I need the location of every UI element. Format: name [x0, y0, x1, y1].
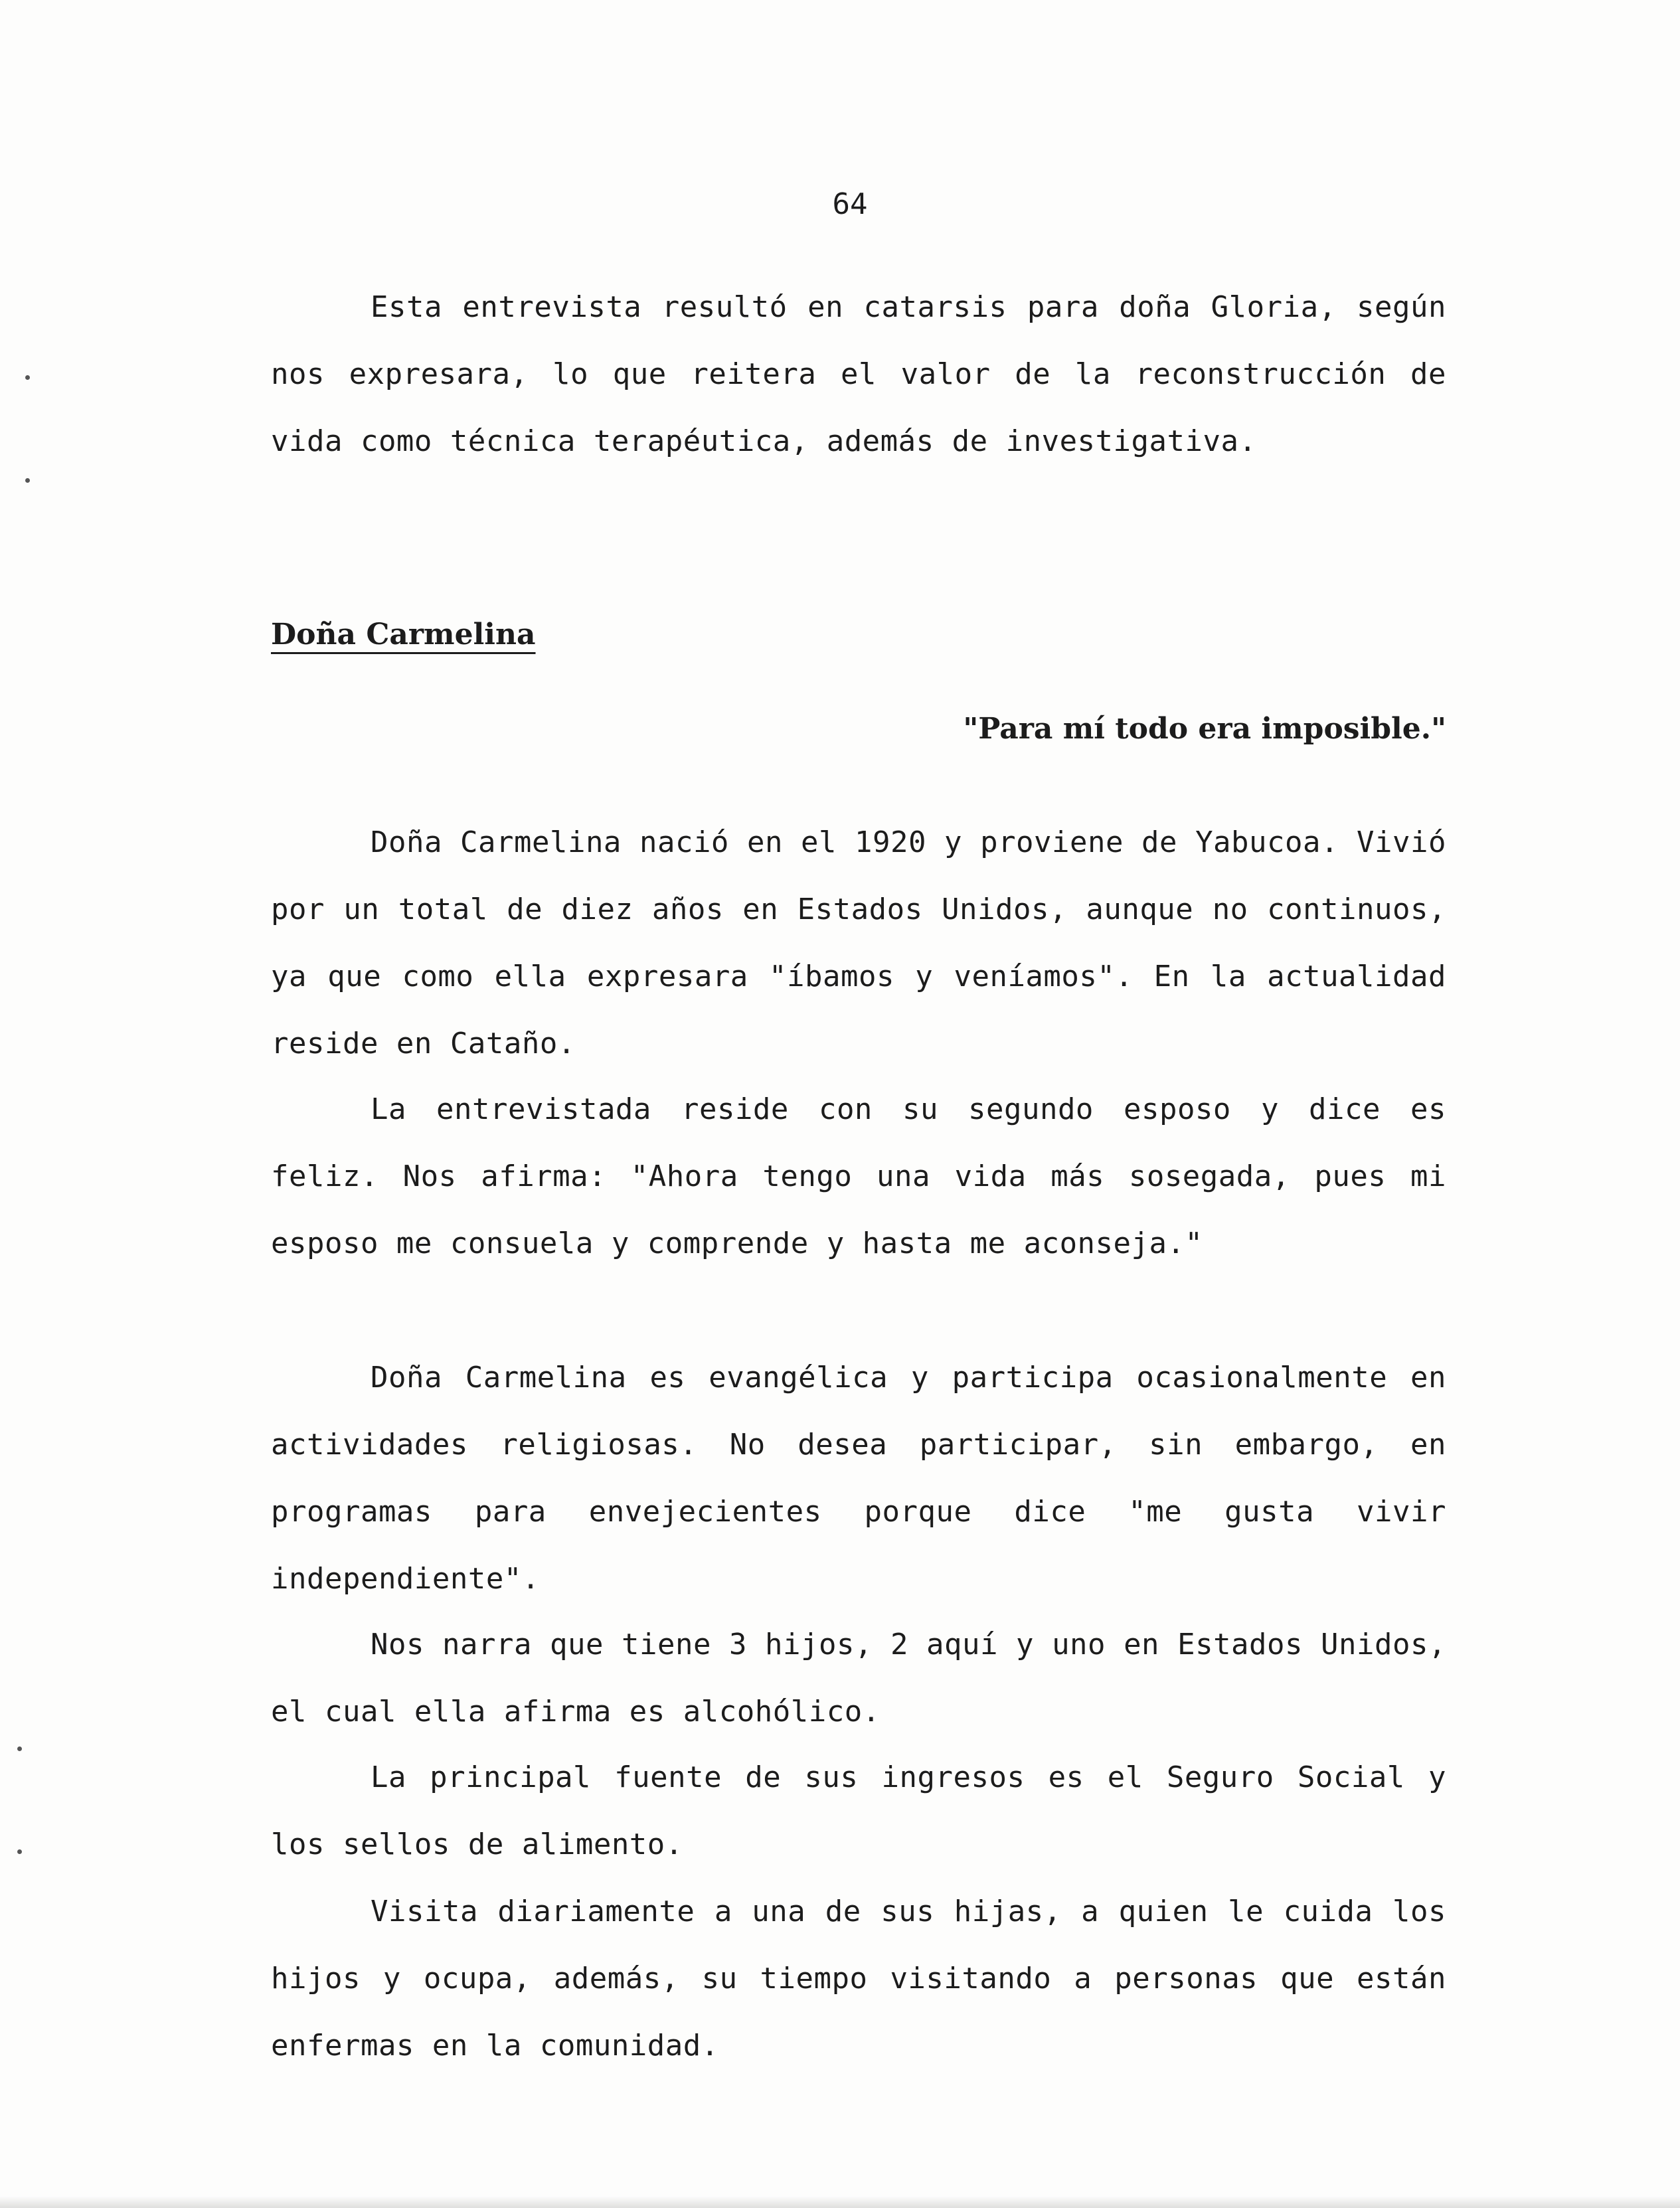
margin-mark: [17, 1746, 22, 1751]
paragraph: Doña Carmelina es evangélica y participa ocasionalmente en actividades religiosas. No desea participar, sin embargo, en programas para envejecientes porque dice "me gusta vivir independiente".: [271, 1361, 1446, 1596]
margin-mark: [17, 1849, 22, 1854]
page-number: 64: [832, 187, 868, 221]
paragraph: Visita diariamente a una de sus hijas, a quien le cuida los hijos y ocupa, además, su tiempo visitando a personas que están enfermas en la comunidad.: [271, 1895, 1446, 2063]
paragraph: La entrevistada reside con su segundo esposo y dice es feliz. Nos afirma: "Ahora tengo una vida más sosegada, pues mi esposo me consuela y comprende y hasta me aconseja.": [271, 1092, 1446, 1260]
paragraph: Doña Carmelina nació en el 1920 y proviene de Yabucoa. Vivió por un total de diez años en Estados Unidos, aunque no continuos, ya que como ella expresara "íbamos y veníamos". En la actualidad reside en Cataño.: [271, 825, 1446, 1061]
section-heading: Doña Carmelina: [271, 618, 536, 651]
margin-mark: [25, 478, 30, 483]
epigraph-quote: "Para mí todo era imposible.": [963, 712, 1446, 746]
scan-edge-shadow: [0, 2196, 1680, 2208]
paragraph: La principal fuente de sus ingresos es el Seguro Social y los sellos de alimento.: [271, 1760, 1446, 1861]
paragraph: Nos narra que tiene 3 hijos, 2 aquí y uno en Estados Unidos, el cual ella afirma es alcohólico.: [271, 1628, 1446, 1729]
margin-mark: [25, 375, 30, 380]
paragraph-intro: Esta entrevista resultó en catarsis para doña Gloria, según nos expresara, lo que reitera el valor de la reconstrucción de vida como técnica terapéutica, además de investigativa.: [271, 290, 1446, 458]
